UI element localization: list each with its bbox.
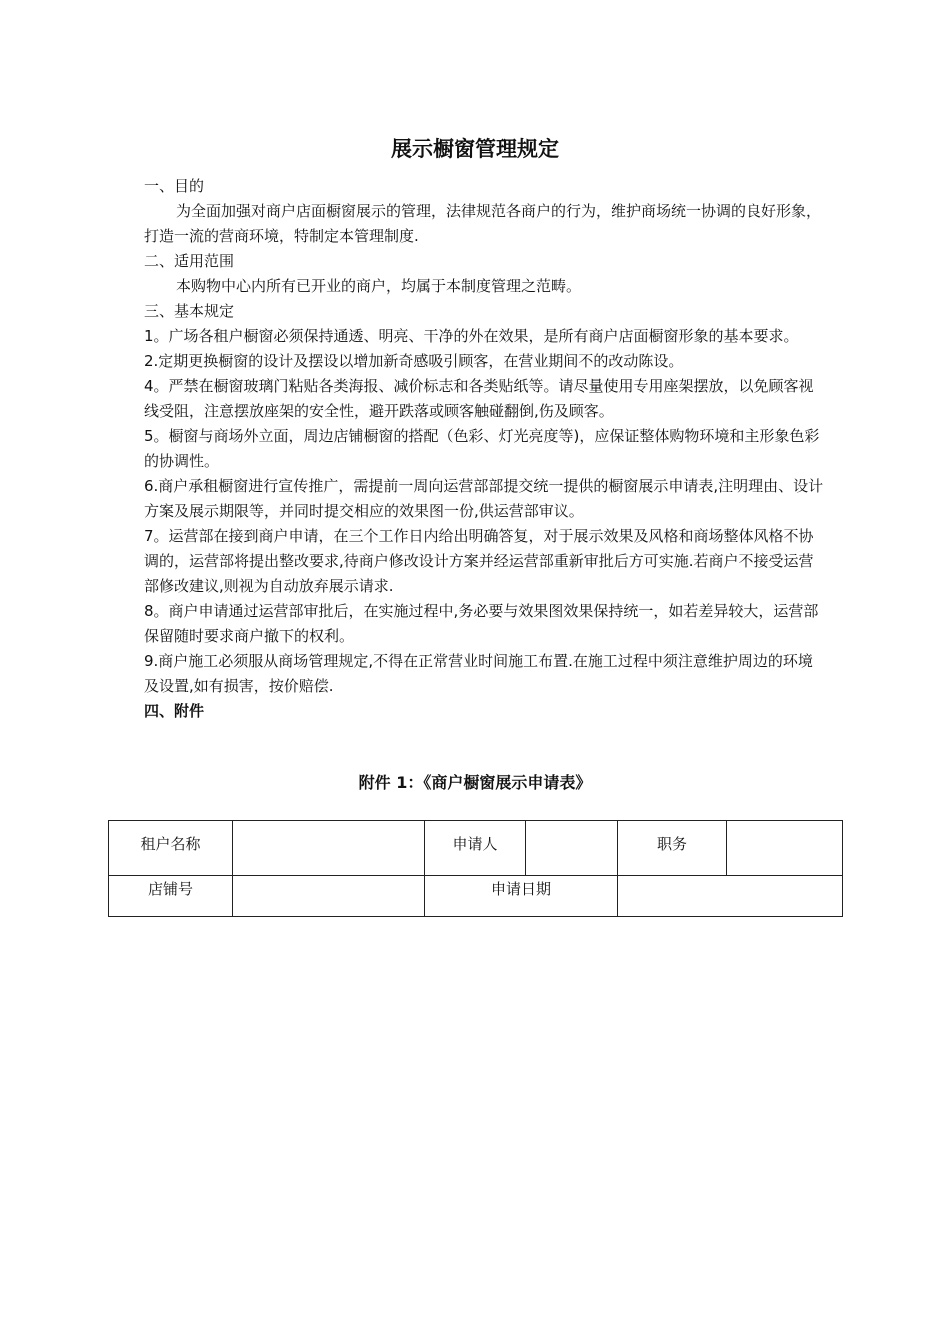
tenant-name-field[interactable] <box>233 821 425 876</box>
paragraph: 5。橱窗与商场外立面，周边店铺橱窗的搭配（色彩、灯光亮度等)，应保证整体购物环境和主形象色彩的协调性。 <box>144 427 820 470</box>
applicant-field[interactable] <box>526 821 618 876</box>
paragraph: 8。商户申请通过运营部审批后，在实施过程中,务必要与效果图效果保持统一，如若差异较大，运营部保留随时要求商户撤下的权利。 <box>144 602 819 645</box>
paragraph: 三、基本规定 <box>144 302 235 320</box>
paragraph: 1。广场各租户橱窗必须保持通透、明亮、干净的外在效果，是所有商户店面橱窗形象的基本要求。 <box>144 327 799 345</box>
applicant-label: 申请人 <box>425 821 526 876</box>
table-row <box>109 821 843 876</box>
paragraph: 一、目的 <box>144 177 205 195</box>
table-row <box>109 876 843 917</box>
document-body <box>144 174 824 724</box>
paragraph: 为全面加强对商户店面橱窗展示的管理，法律规范各商户的行为，维护商场统一协调的良好形象，打造一流的营商环境，特制定本管理制度. <box>144 202 822 245</box>
shop-no-label: 店铺号 <box>109 876 233 917</box>
page-title: 展示橱窗管理规定 <box>391 137 559 161</box>
paragraph: 2.定期更换橱窗的设计及摆设以增加新奇感吸引顾客，在营业期间不的改动陈设。 <box>144 352 684 370</box>
paragraph: 4。严禁在橱窗玻璃门粘贴各类海报、减价标志和各类贴纸等。请尽量使用专用座架摆放，以免顾客视线受阻，注意摆放座架的安全性，避开跌落或顾客触碰翻倒,伤及顾客。 <box>144 377 814 420</box>
position-field[interactable] <box>727 821 843 876</box>
application-form-table <box>108 820 843 917</box>
paragraph: 二、适用范围 <box>144 252 235 270</box>
apply-date-field[interactable] <box>618 876 843 917</box>
paragraph: 本购物中心内所有已开业的商户，均属于本制度管理之范畴。 <box>176 277 582 295</box>
paragraph: 9.商户施工必须服从商场管理规定,不得在正常营业时间施工布置.在施工过程中须注意维护周边的环境及设置,如有损害，按价赔偿. <box>144 652 813 695</box>
attachment-title: 附件 1：《商户橱窗展示申请表》 <box>358 773 592 792</box>
paragraph: 7。运营部在接到商户申请，在三个工作日内给出明确答复，对于展示效果及风格和商场整体风格不协调的，运营部将提出整改要求,待商户修改设计方案并经运营部重新审批后方可实施.若商户不接受运营部修改建议,则视为自动放弃展示请求. <box>144 527 814 595</box>
paragraph: 6.商户承租橱窗进行宣传推广，需提前一周向运营部部提交统一提供的橱窗展示申请表,注明理由、设计方案及展示期限等，并同时提交相应的效果图一份,供运营部审议。 <box>144 477 824 520</box>
apply-date-label: 申请日期 <box>425 876 618 917</box>
position-label: 职务 <box>618 821 727 876</box>
tenant-name-label: 租户名称 <box>109 821 233 876</box>
shop-no-field[interactable] <box>233 876 425 917</box>
paragraph: 四、附件 <box>144 702 205 720</box>
